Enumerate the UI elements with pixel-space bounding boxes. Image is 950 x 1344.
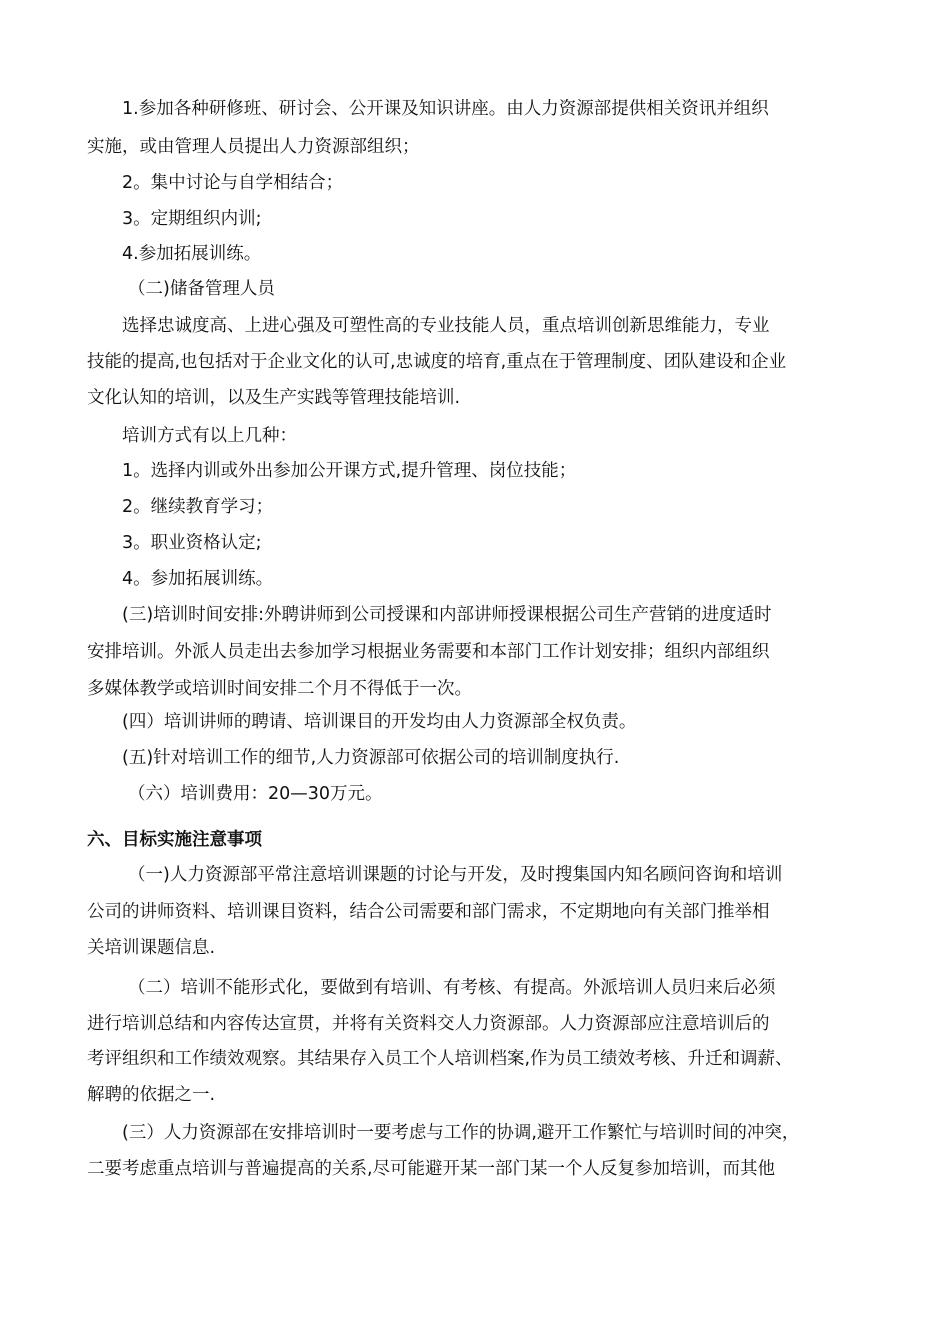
body-line: （二)储备管理人员 xyxy=(128,279,275,299)
body-line: (五)针对培训工作的细节,人力资源部可依据公司的培训制度执行. xyxy=(122,748,620,768)
body-line: （六）培训费用：20—30万元。 xyxy=(128,784,383,804)
body-line: (三）人力资源部在安排培训时一要考虑与工作的协调,避开工作繁忙与培训时间的冲突， xyxy=(122,1123,800,1143)
body-line: 培训方式有以上几种： xyxy=(122,426,297,446)
body-line: 3。定期组织内训; xyxy=(122,209,262,229)
body-line: 进行培训总结和内容传达宣贯，并将有关资料交人力资源部。人力资源部应注意培训后的 xyxy=(87,1014,770,1034)
body-line: 公司的讲师资料、培训课目资料，结合公司需要和部门需求，不定期地向有关部门推举相 xyxy=(87,902,770,922)
body-line: 关培训课题信息. xyxy=(87,938,216,958)
body-line: 1。选择内训或外出参加公开课方式,提升管理、岗位技能； xyxy=(122,461,577,481)
body-line: 考评组织和工作绩效观察。其结果存入员工个人培训档案,作为员工绩效考核、升迁和调薪、 xyxy=(87,1049,793,1069)
body-line: (三)培训时间安排:外聘讲师到公司授课和内部讲师授课根据公司生产营销的进度适时 xyxy=(122,605,772,625)
body-line: 3。职业资格认定; xyxy=(122,533,262,553)
body-line: 2。继续教育学习； xyxy=(122,497,274,517)
body-line: 文化认知的培训，以及生产实践等管理技能培训. xyxy=(87,388,461,408)
body-line: 1.参加各种研修班、研讨会、公开课及知识讲座。由人力资源部提供相关资讯并组织 xyxy=(122,99,769,119)
body-line: 2。集中讨论与自学相结合； xyxy=(122,173,344,193)
body-line: 二要考虑重点培训与普遍提高的关系,尽可能避开某一部门某一个人反复参加培训，而其他 xyxy=(87,1159,776,1179)
body-line: 安排培训。外派人员走出去参加学习根据业务需要和本部门工作计划安排；组织内部组织 xyxy=(87,642,770,662)
body-line: (四）培训讲师的聘请、培训课目的开发均由人力资源部全权负责。 xyxy=(122,712,637,732)
body-line: 4.参加拓展训练。 xyxy=(122,244,262,264)
body-line: 4。参加拓展训练。 xyxy=(122,569,274,589)
body-line: （二）培训不能形式化，要做到有培训、有考核、有提高。外派培训人员归来后必须 xyxy=(128,978,776,998)
body-line: 技能的提高,也包括对于企业文化的认可,忠诚度的培育,重点在于管理制度、团队建设和企业 xyxy=(87,352,787,372)
body-line: 实施，或由管理人员提出人力资源部组织； xyxy=(87,137,420,157)
body-line: 解聘的依据之一. xyxy=(87,1085,216,1105)
section-heading: 六、目标实施注意事项 xyxy=(87,830,262,850)
body-line: 选择忠诚度高、上进心强及可塑性高的专业技能人员，重点培训创新思维能力，专业 xyxy=(122,316,770,336)
body-line: 多媒体教学或培训时间安排二个月不得低于一次。 xyxy=(87,679,472,699)
body-line: （一)人力资源部平常注意培训课题的讨论与开发，及时搜集国内知名顾问咨询和培训 xyxy=(128,865,783,885)
